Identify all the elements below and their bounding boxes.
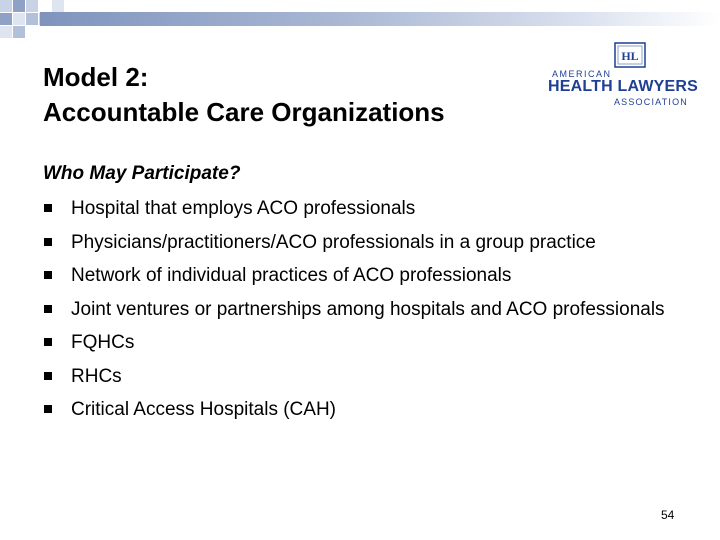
ahla-logo — [548, 42, 699, 108]
bullet-item — [43, 364, 683, 389]
slide-title — [43, 60, 445, 130]
square-bullet-icon — [44, 405, 52, 413]
square-bullet-icon — [44, 305, 52, 313]
bullet-text: Network of individual practices of ACO professionals — [71, 265, 512, 286]
bullet-item — [43, 297, 683, 322]
square-bullet-icon — [44, 338, 52, 346]
bullet-text: Critical Access Hospitals (CAH) — [71, 399, 336, 420]
decorative-square — [26, 0, 38, 12]
decorative-square — [0, 13, 12, 25]
logo-emblem-icon — [614, 42, 646, 68]
bullet-item — [43, 196, 683, 221]
decorative-square — [0, 26, 12, 38]
logo-text-health-lawyers: HEALTH LAWYERS — [548, 78, 699, 95]
bullet-item — [43, 330, 683, 355]
decorative-square — [26, 13, 38, 25]
subheading: Who May Participate? — [43, 163, 241, 184]
square-bullet-icon — [44, 238, 52, 246]
logo-text-american: AMERICAN — [552, 69, 612, 79]
bullet-text: Physicians/practitioners/ACO professionals in a group practice — [71, 231, 596, 253]
square-bullet-icon — [44, 372, 52, 380]
bullet-text: RHCs — [71, 365, 122, 387]
decorative-square — [52, 0, 64, 12]
header-gradient-bar — [40, 12, 720, 26]
bullet-item — [43, 263, 683, 288]
bullet-text: Hospital that employs ACO professionals — [71, 198, 416, 219]
bullet-text: FQHCs — [71, 332, 135, 353]
svg-text:HL: HL — [621, 49, 639, 63]
decorative-square — [13, 13, 25, 25]
square-bullet-icon — [44, 271, 52, 279]
logo-text-association: ASSOCIATION — [613, 97, 688, 107]
title-line-2: Accountable Care Organizations — [43, 97, 445, 127]
decorative-square — [0, 0, 12, 12]
bullet-list — [43, 196, 683, 431]
title-line-1: Model 2: — [43, 62, 149, 92]
decorative-square — [13, 0, 25, 12]
page-number: 54 — [661, 508, 675, 522]
square-bullet-icon — [44, 204, 52, 212]
bullet-item — [43, 230, 683, 255]
bullet-text: Joint ventures or partnerships among hospitals and ACO professionals — [71, 298, 665, 320]
decorative-square — [13, 26, 25, 38]
bullet-item — [43, 397, 683, 422]
